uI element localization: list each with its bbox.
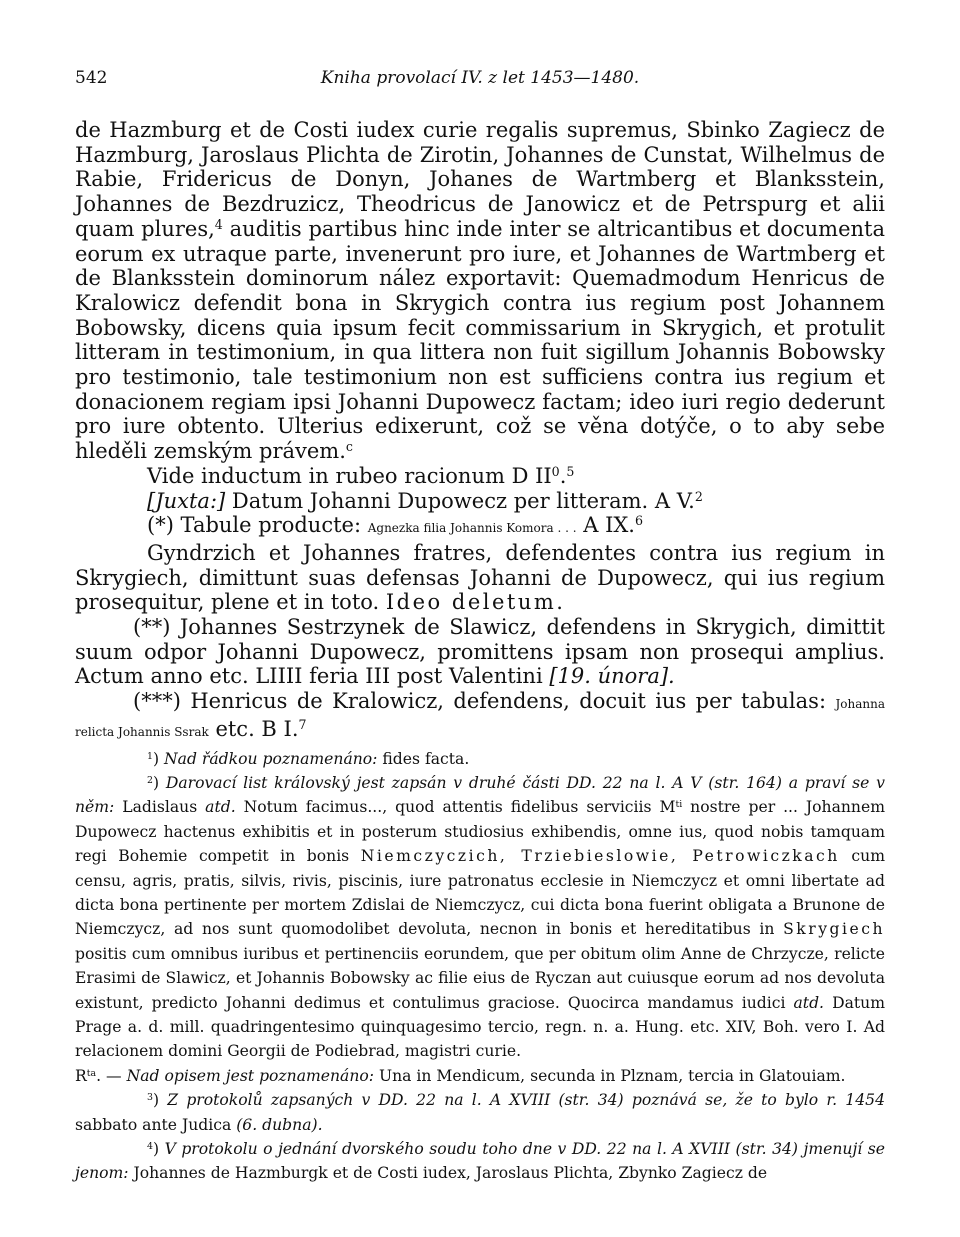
paragraph-4: (*) Tabule producte: Agnezka filia Johannis Komora . . . A IX.$^6$ (147, 513, 643, 538)
footnote-1: $^1$) Nad řádkou poznamenáno: fides facta. (147, 749, 470, 768)
footnotes (75, 747, 885, 1186)
paragraph-2: Vide inductum in rubeo racionum D $II^0.^5$ (147, 463, 575, 488)
footnote-3: $^3$) Z protokolů zapsaných v DD. 22 na l. A XVIII (str. 34) poznává se, že to bylo r. 1454 sabbato ante Judica (6. dubna). (75, 1091, 885, 1134)
footnote-2-continued: $R^{ta}$. — Nad opisem jest poznamenáno: Una in Mendicum, secunda in Plznam, tercia in Glatouiam. (75, 1066, 846, 1085)
main-text (75, 118, 885, 745)
paragraph-6: (**) Johannes Sestrzynek de Slawicz, defendens in Skrygich, dimittit suum odpor Johanni Dupowecz, promittens ipsam non prosequi amplius. Actum anno etc. LIIII feria III post Valentini [19. února]. (75, 615, 885, 689)
paragraph-1: de Hazmburg et de Costi iudex curie regalis supremus, Sbinko Zagiecz de Hazmburg, Jaroslaus Plichta de Zirotin, Johannes de Cunstat, Wilhelmus de Rabie, Fridericus de Donyn, Johanes de Wartmberg et Blanksstein, Johannes de Bezdruzicz, Theodricus de Janowicz et de Petrspurg et alii quam plures,$^4$ auditis partibus hinc inde inter se altricantibus et documenta eorum ex utraque parte, invenerunt pro iure, et Johannes de Wartmberg et de Blanksstein dominorum nález exportavit: Quemadmodum Henricus de Kralowicz defendit bona in Skrygich contra ius regium post Johannem Bobowsky, dicens quia ipsum fecit commissarium in Skrygich, et protulit litteram in testimonium, in qua littera non fuit sigillum Johannis Bobowsky pro testimonio, tale testimonium non est sufficiens contra ius regium et donacionem regiam ipsi Johanni Dupowecz factam; ideo iuri regio dederunt pro iure obtento. Ulterius edixerunt, což se věna dotýče, o to aby sebe hleděli zemským právem.$^c$ (75, 118, 885, 464)
footnote-4: $^4$) V protokolu o jednání dvorského soudu toho dne v DD. 22 na l. A XVIII (str. 34) jmenují se jenom: Johannes de Hazmburgk et de Costi iudex, Jaroslaus Plichta, Zbynko Zagiecz de (75, 1140, 885, 1183)
paragraph-7: (***) Henricus de Kralowicz, defendens, docuit ius per tabulas: Johanna relicta Johannis Ssrak etc. B I.$^7$ (75, 689, 885, 741)
paragraph-5: Gyndrzich et Johannes fratres, defendentes contra ius regium in Skrygiech, dimittunt suas defensas Johanni de Dupowecz, qui ius regium prosequitur, plene et in toto. Ideo deletum. (75, 540, 885, 615)
page-number: 542 (75, 68, 108, 88)
paragraph-3: [Juxta:] Datum Johanni Dupowecz per litteram. A V.$^2$ (147, 488, 703, 513)
page (75, 68, 885, 1186)
page-header (75, 68, 885, 98)
footnote-2: $^2$) Darovací list královský jest zapsán v druhé části DD. 22 na l. A V (str. 164) a praví se v něm: Ladislaus atd. Notum facimus..., quod attentis fidelibus serviciis $M^{ti}$ nostre per ... Johannem Dupowecz hactenus exhibitis et in posterum studiosius exhibendis, omne ius, quod nobis tamquam regi Bohemie competit in bonis Niemczyczich, Trziebieslowie, Petrowiczkach cum censu, agris, pratis, silvis, rivis, piscinis, iure patronatus ecclesie in Niemczycz et omni libertate ad dicta bona pertinente per mortem Zdislai de Niemczycz, cui dicta bona fuerint obligata a Brunone de Niemczycz, ad nos sunt quomodolibet devoluta, necnon in bonis et hereditatibus in Skrygiech positis cum omnibus iuribus et pertinenciis eorundem, que per obitum olim Anne de Chrzycze, relicte Erasimi de Slawicz, et Johannis Bobowsky ac filie eius de Ryczan aut cuiusque eorum ad nos devoluta existunt, predicto Johanni dedimus et contulimus graciose. Quocirca mandamus iudici atd. Datum Prage a. d. mill. quadringentesimo quinquagesimo tercio, regn. n. a. Hung. etc. XIV, Boh. vero I. Ad relacionem domini Georgii de Podiebrad, magistri curie. (75, 773, 885, 1061)
running-title: Kniha provolací IV. z let 1453—1480. (320, 68, 640, 88)
